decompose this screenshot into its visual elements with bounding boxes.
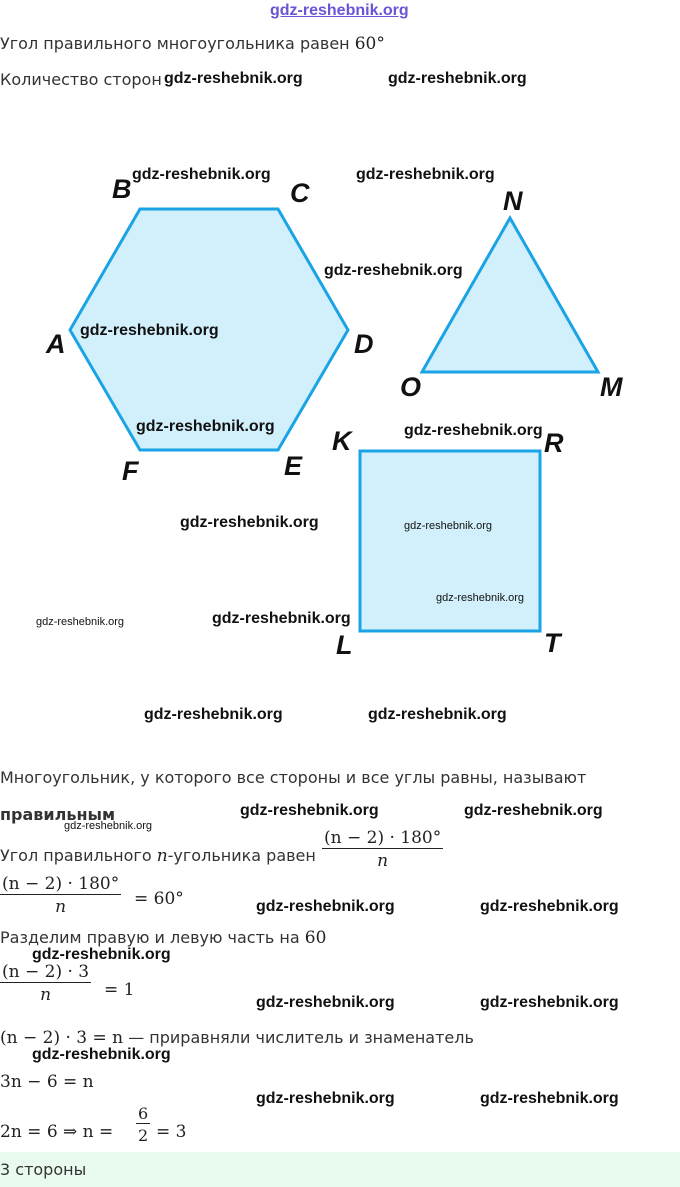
watermark: gdz-reshebnik.org xyxy=(480,898,619,915)
header-line-1-text: Угол правильного многоугольника равен xyxy=(0,34,350,53)
watermark: gdz-reshebnik.org xyxy=(256,994,395,1011)
eq5-numerator: 6 xyxy=(138,1104,149,1123)
header-line-1-value: 60° xyxy=(354,34,385,54)
formula-intro-text: Угол правильного xyxy=(0,846,152,865)
watermark: gdz-reshebnik.org xyxy=(356,166,495,183)
eq1-numerator: (n − 2) · 180° xyxy=(2,874,120,894)
eq1-fraction xyxy=(0,874,121,917)
vertex-label-k: K xyxy=(332,426,352,456)
divide-value: 60 xyxy=(304,928,327,948)
vertex-label-f: F xyxy=(122,456,139,486)
polygons-figure xyxy=(0,160,680,670)
eq1-denominator: n xyxy=(0,894,121,917)
formula-intro-tail: -угольника равен xyxy=(167,846,316,865)
watermark: gdz-reshebnik.org xyxy=(404,520,493,532)
triangle-nmo xyxy=(422,218,598,372)
watermark: gdz-reshebnik.org xyxy=(132,166,271,183)
eq2-rhs: = 1 xyxy=(104,980,135,1000)
watermark: gdz-reshebnik.org xyxy=(464,802,603,819)
watermark: gdz-reshebnik.org xyxy=(404,422,543,439)
vertex-label-d: D xyxy=(354,329,374,359)
eq3-line xyxy=(0,1028,474,1048)
formula-var: n xyxy=(156,846,168,866)
formula-intro xyxy=(0,846,316,866)
watermark: gdz-reshebnik.org xyxy=(136,418,275,435)
eq4-math: 3n − 6 = n xyxy=(0,1072,94,1092)
watermark: gdz-reshebnik.org xyxy=(240,802,379,819)
eq5-fraction xyxy=(136,1104,150,1145)
watermark: gdz-reshebnik.org xyxy=(480,1090,619,1107)
watermark: gdz-reshebnik.org xyxy=(144,706,283,723)
watermark: gdz-reshebnik.org xyxy=(256,898,395,915)
watermark: gdz-reshebnik.org xyxy=(368,706,507,723)
eq1-rhs: = 60° xyxy=(134,889,184,909)
watermark: gdz-reshebnik.org xyxy=(64,820,153,832)
eq5-left: 2n = 6 ⇒ n = xyxy=(0,1122,114,1142)
vertex-label-n: N xyxy=(503,186,523,216)
watermark: gdz-reshebnik.org xyxy=(436,592,525,604)
watermark: gdz-reshebnik.org xyxy=(388,70,527,87)
watermark: gdz-reshebnik.org xyxy=(36,616,125,628)
vertex-label-m: M xyxy=(600,372,623,402)
watermark: gdz-reshebnik.org xyxy=(164,70,303,87)
watermark: gdz-reshebnik.org xyxy=(80,322,219,339)
watermark: gdz-reshebnik.org xyxy=(256,1090,395,1107)
vertex-label-o: O xyxy=(400,372,422,402)
vertex-label-l: L xyxy=(336,630,353,660)
vertex-label-e: E xyxy=(284,451,303,481)
watermark: gdz-reshebnik.org xyxy=(180,514,319,531)
eq2-numerator: (n − 2) · 3 xyxy=(2,962,90,982)
eq5-denominator: 2 xyxy=(136,1123,150,1145)
definition-term: правильным xyxy=(0,805,116,824)
vertex-label-c: C xyxy=(290,178,310,208)
vertex-label-b: B xyxy=(112,174,132,204)
watermark: gdz-reshebnik.org xyxy=(212,610,351,627)
watermark: gdz-reshebnik.org xyxy=(324,262,463,279)
divide-text: Разделим правую и левую часть на xyxy=(0,928,300,947)
vertex-label-a: A xyxy=(46,329,66,359)
formula-numerator: (n − 2) · 180° xyxy=(324,828,442,848)
answer-box xyxy=(0,1152,680,1187)
header-line-2: Количество сторон xyxy=(0,70,162,89)
eq5-rhs: = 3 xyxy=(156,1122,187,1142)
divide-line xyxy=(0,928,326,948)
header-line-1 xyxy=(0,34,385,54)
eq3-comment: — приравняли числитель и знаменатель xyxy=(128,1028,474,1047)
vertex-label-t: T xyxy=(544,628,561,658)
eq2-fraction xyxy=(0,962,91,1005)
answer-text: 3 стороны xyxy=(0,1160,87,1179)
vertex-label-r: R xyxy=(544,428,564,458)
square-krtl xyxy=(360,451,540,631)
eq3-math: (n − 2) · 3 = n xyxy=(0,1028,124,1048)
definition-text: Многоугольник, у которого все стороны и все углы равны, называют xyxy=(0,768,587,787)
formula-denominator: n xyxy=(322,848,443,871)
watermark: gdz-reshebnik.org xyxy=(480,994,619,1011)
eq2-denominator: n xyxy=(0,982,91,1005)
watermark: gdz-reshebnik.org xyxy=(32,946,171,963)
formula-fraction xyxy=(322,828,443,871)
top-watermark-link[interactable]: gdz-reshebnik.org xyxy=(270,2,409,19)
watermark: gdz-reshebnik.org xyxy=(32,1046,171,1063)
